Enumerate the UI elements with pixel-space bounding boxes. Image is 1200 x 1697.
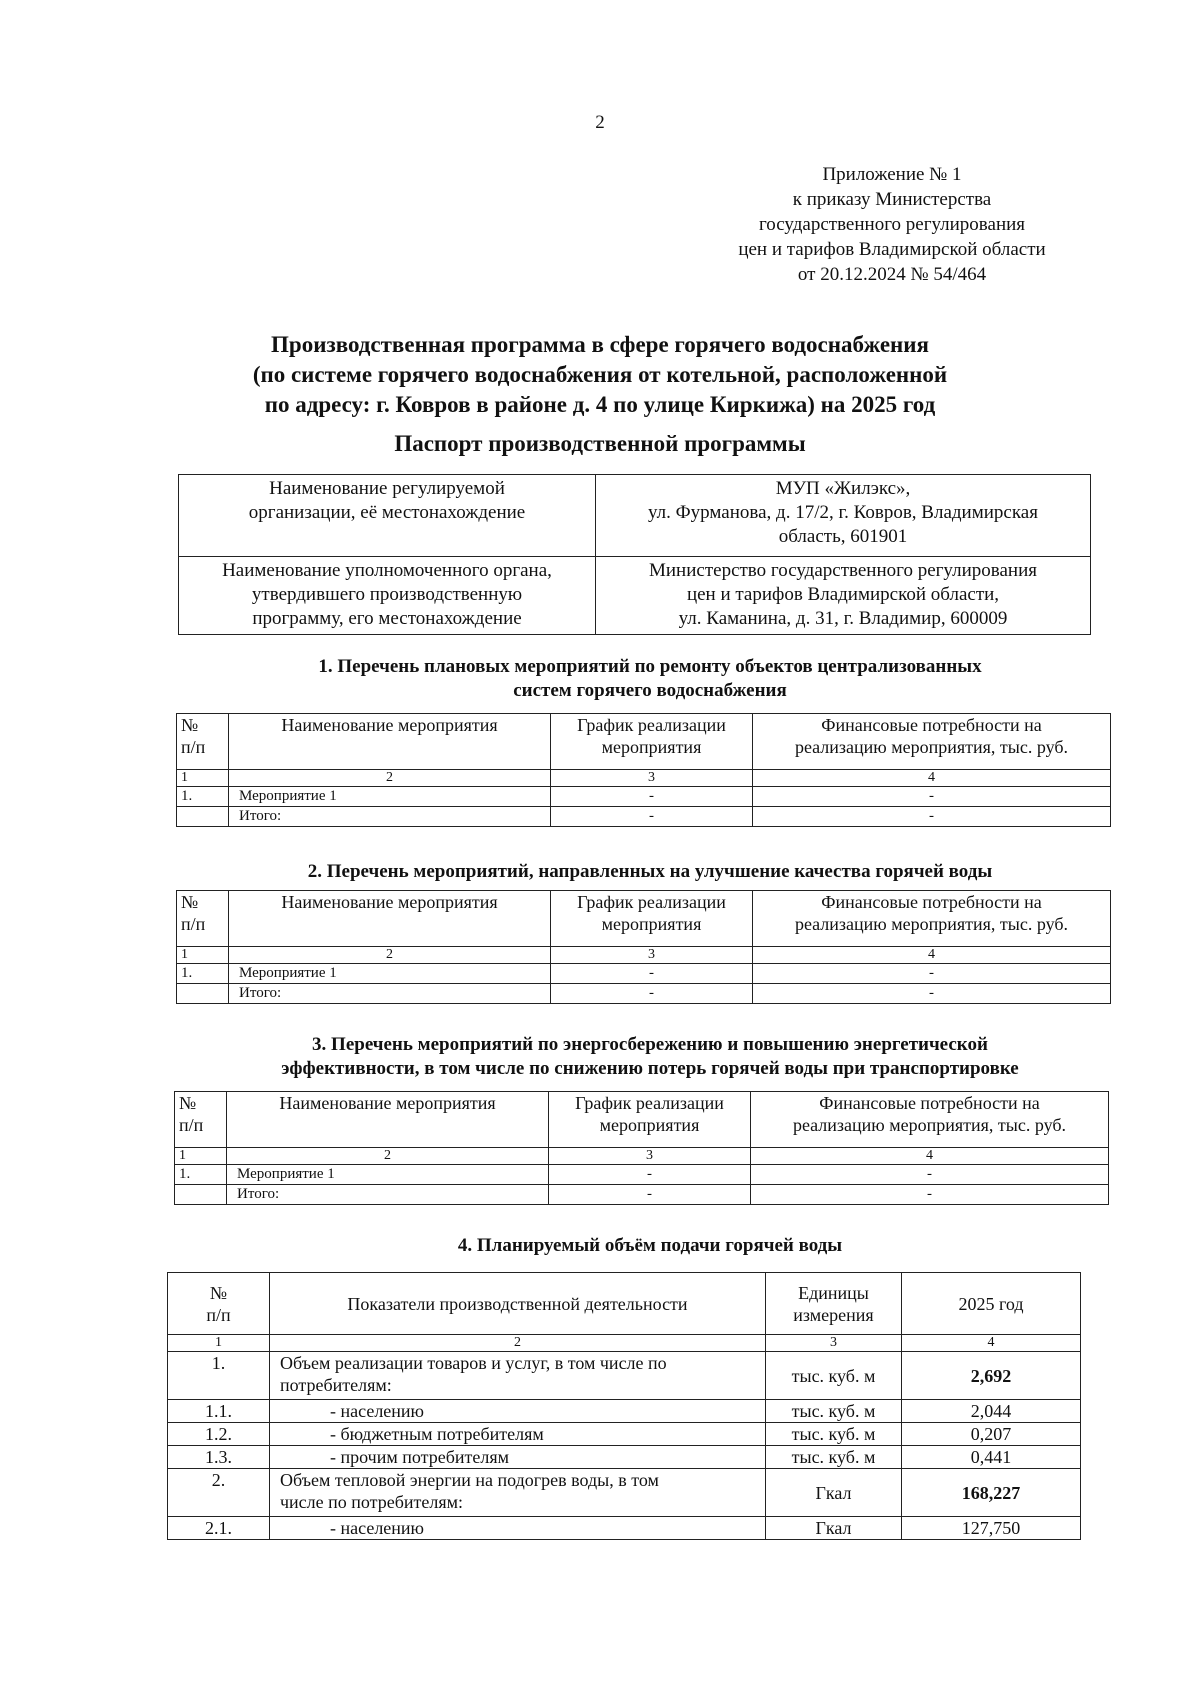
header-finance: Финансовые потребности на реализацию мероприятия, тыс. руб. (753, 891, 1111, 947)
header-schedule: График реализации мероприятия (551, 714, 753, 770)
header-name: Наименование мероприятия (229, 714, 551, 770)
table-header-row (175, 1092, 1109, 1148)
column-number-row: 1 2 3 4 (168, 1335, 1081, 1352)
header-year: 2025 год (902, 1273, 1081, 1335)
column-number-row: 1 2 3 4 (175, 1148, 1109, 1165)
column-number-row: 1 2 3 4 (177, 770, 1111, 787)
section-1-table (176, 713, 1111, 827)
appendix-line: от 20.12.2024 № 54/464 (797, 264, 987, 285)
table-row: 1.3. - прочим потребителям тыс. куб. м 0,441 (168, 1446, 1081, 1469)
table-row: 1. Мероприятие 1 - - (175, 1165, 1109, 1185)
header-schedule: График реализации мероприятия (551, 891, 753, 947)
section-1-title: 1. Перечень плановых мероприятий по ремонту объектов централизованных систем горячего водоснабжения (318, 656, 982, 701)
header-schedule: График реализации мероприятия (549, 1092, 751, 1148)
header-num: № п/п (177, 714, 229, 770)
passport-label: Наименование регулируемой организации, её местонахождение (179, 475, 596, 557)
table-row: 2. Объем тепловой энергии на подогрев воды, в том числе по потребителям: Гкал 168,227 (168, 1469, 1081, 1517)
passport-table (178, 474, 1091, 635)
table-row-total: Итого: - - (177, 984, 1111, 1004)
section-4-title: 4. Планируемый объём подачи горячей воды (457, 1235, 843, 1256)
header-indicator: Показатели производственной деятельности (270, 1273, 766, 1335)
section-3-title: 3. Перечень мероприятий по энергосбережению и повышению энергетической эффективности, в том числе по снижению потерь горячей воды при транспортировке (281, 1034, 1019, 1079)
header-unit: Единицы измерения (766, 1273, 902, 1335)
title-line: Производственная программа в сфере горячего водоснабжения (271, 332, 929, 357)
header-finance: Финансовые потребности на реализацию мероприятия, тыс. руб. (753, 714, 1111, 770)
table-header-row (168, 1273, 1081, 1335)
section-2-title: 2. Перечень мероприятий, направленных на улучшение качества горячей воды (307, 861, 993, 882)
title-line: по адресу: г. Ковров в районе д. 4 по улице Киркижа) на 2025 год (264, 392, 936, 417)
table-row: 1.1. - населению тыс. куб. м 2,044 (168, 1400, 1081, 1423)
volume-table (167, 1272, 1081, 1540)
header-num: № п/п (175, 1092, 227, 1148)
table-row: 2.1. - населению Гкал 127,750 (168, 1517, 1081, 1540)
section-2-table (176, 890, 1111, 1004)
appendix-note (712, 162, 1072, 287)
passport-label: Наименование уполномоченного органа, утвердившего производственную программу, его местонахождение (179, 557, 596, 635)
appendix-line: к приказу Министерства (792, 189, 992, 210)
passport-title: Паспорт производственной программы (394, 431, 806, 456)
header-num: № п/п (177, 891, 229, 947)
column-number-row: 1 2 3 4 (177, 947, 1111, 964)
document-title (170, 330, 1030, 420)
table-header-row (177, 891, 1111, 947)
header-finance: Финансовые потребности на реализацию мероприятия, тыс. руб. (751, 1092, 1109, 1148)
table-row: 1. Мероприятие 1 - - (177, 787, 1111, 807)
table-row: 1.2. - бюджетным потребителям тыс. куб. м 0,207 (168, 1423, 1081, 1446)
passport-value: МУП «Жилэкс», ул. Фурманова, д. 17/2, г. Ковров, Владимирская область, 601901 (596, 475, 1091, 557)
table-row-total: Итого: - - (177, 807, 1111, 827)
appendix-line: государственного регулирования (758, 214, 1026, 235)
appendix-line: цен и тарифов Владимирской области (738, 239, 1046, 260)
header-name: Наименование мероприятия (227, 1092, 549, 1148)
table-row: 1. Мероприятие 1 - - (177, 964, 1111, 984)
appendix-line: Приложение № 1 (822, 164, 962, 185)
table-row: 1. Объем реализации товаров и услуг, в том числе по потребителям: тыс. куб. м 2,692 (168, 1352, 1081, 1400)
table-header-row (177, 714, 1111, 770)
header-num: № п/п (168, 1273, 270, 1335)
header-name: Наименование мероприятия (229, 891, 551, 947)
passport-row (179, 557, 1091, 635)
table-row-total: Итого: - - (175, 1185, 1109, 1205)
title-line: (по системе горячего водоснабжения от котельной, расположенной (252, 362, 948, 387)
passport-value: Министерство государственного регулирования цен и тарифов Владимирской области, ул. Каманина, д. 31, г. Владимир, 600009 (596, 557, 1091, 635)
page-number: 2 (595, 112, 605, 133)
passport-row (179, 475, 1091, 557)
section-3-table (174, 1091, 1109, 1205)
